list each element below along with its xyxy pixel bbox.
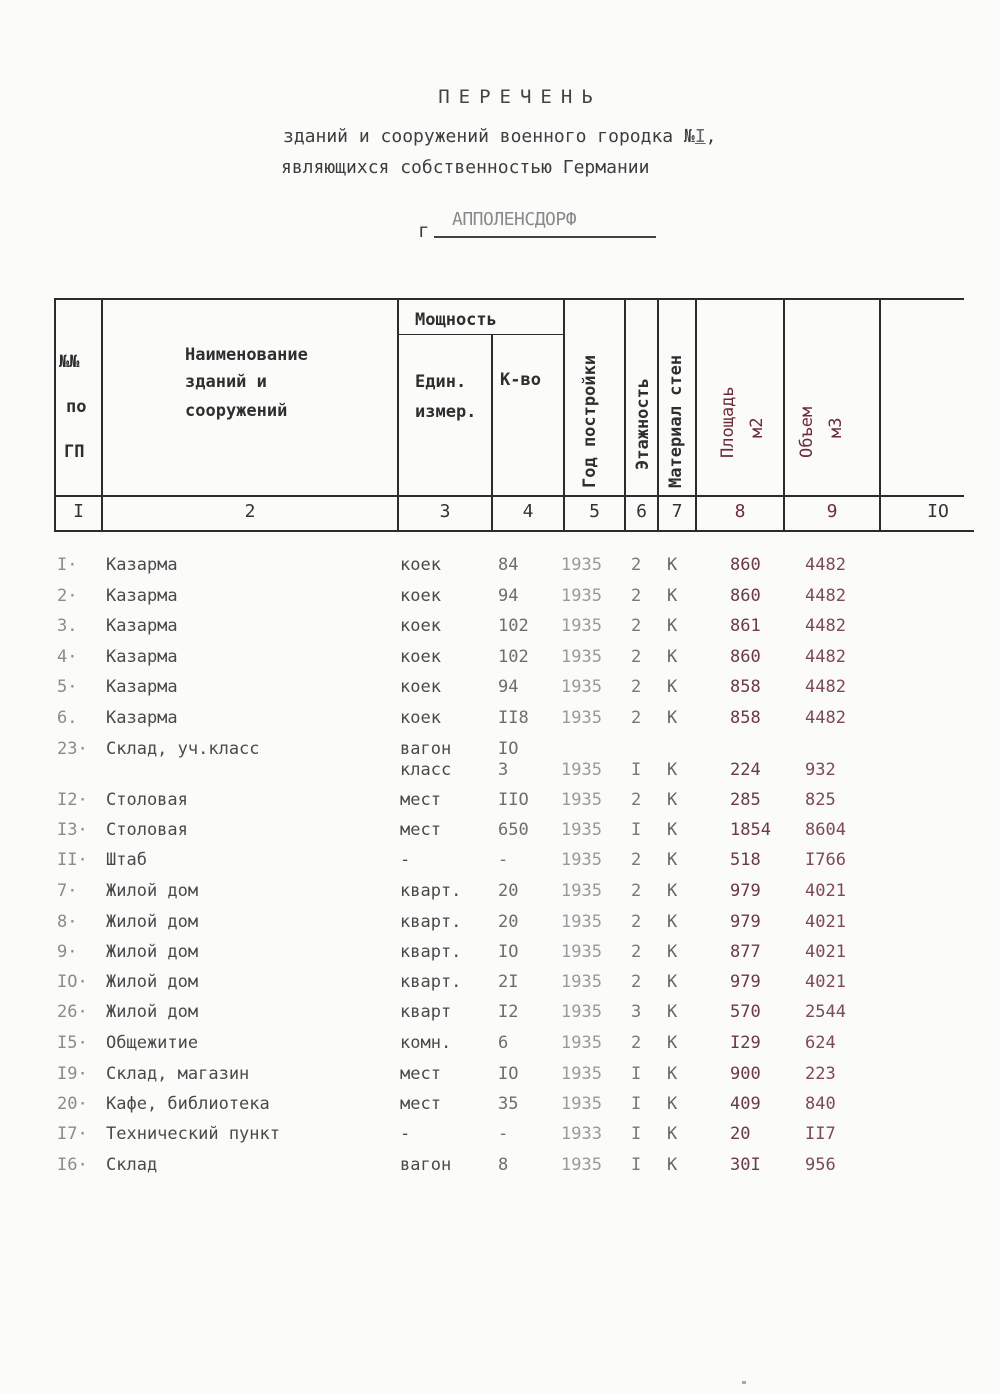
- table-colnum-bottom-border: [54, 530, 974, 532]
- cell-volume: 4021: [805, 942, 846, 962]
- cell-area: 858: [730, 677, 761, 697]
- cell-floors: 2: [631, 647, 642, 667]
- cell-unit: вагон: [400, 1155, 452, 1175]
- cell-volume: 840: [805, 1094, 836, 1114]
- cell-year: 1935: [561, 790, 602, 810]
- vline-1: [101, 298, 103, 530]
- cell-num: I5·: [57, 1033, 88, 1053]
- cell-num: 23·: [57, 739, 88, 759]
- cell-material: К: [667, 1094, 678, 1114]
- cell-volume: 624: [805, 1033, 836, 1053]
- cell-area: 877: [730, 942, 761, 962]
- cell-name: Казарма: [106, 647, 178, 667]
- cell-num: II·: [57, 850, 88, 870]
- cell-year: 1935: [561, 760, 602, 780]
- cell-area: 900: [730, 1064, 761, 1084]
- header-volume-l1: Объем: [797, 406, 817, 458]
- cell-qty: IIO: [498, 790, 529, 810]
- header-num-l1: №№: [59, 352, 80, 372]
- cell-material: К: [667, 1124, 678, 1144]
- cell-floors: 2: [631, 677, 642, 697]
- cell-year: 1935: [561, 820, 602, 840]
- cell-qty: -: [498, 850, 509, 870]
- cell-unit: коек: [400, 586, 441, 606]
- cell-area: 979: [730, 972, 761, 992]
- cell-name: Склад: [106, 1155, 158, 1175]
- cell-material: К: [667, 790, 678, 810]
- subtitle-end: ,: [705, 126, 717, 147]
- cell-material: К: [667, 1155, 678, 1175]
- vline-5: [624, 298, 626, 530]
- cell-num: I9·: [57, 1064, 88, 1084]
- header-unit-l2: измер.: [415, 402, 477, 422]
- colnum-7: 7: [671, 501, 683, 522]
- city-prefix: г: [418, 220, 430, 242]
- cell-qty: 102: [498, 647, 529, 667]
- cell-year: 1935: [561, 1033, 602, 1053]
- cell-unit: -: [400, 850, 411, 870]
- cell-floors: 2: [631, 912, 642, 932]
- cell-unit: коек: [400, 708, 441, 728]
- cell-material: К: [667, 850, 678, 870]
- cell-floors: I: [631, 1124, 642, 1144]
- cell-unit: мест: [400, 1064, 441, 1084]
- cell-area: 570: [730, 1002, 761, 1022]
- cell-num: 8·: [57, 912, 78, 932]
- cell-qty: 3: [498, 760, 509, 780]
- cell-material: К: [667, 1064, 678, 1084]
- city-name: АППОЛЕНСДОРФ: [452, 209, 577, 230]
- cell-qty: 2I: [498, 972, 519, 992]
- cell-volume: 4482: [805, 677, 846, 697]
- cell-area: 1854: [730, 820, 771, 840]
- document-title: ПЕРЕЧЕНЬ: [438, 86, 602, 108]
- cell-unit: кварт.: [400, 912, 462, 932]
- cell-num: IO·: [57, 972, 88, 992]
- cell-floors: I: [631, 1094, 642, 1114]
- cell-num: I3·: [57, 820, 88, 840]
- cell-year: 1935: [561, 881, 602, 901]
- cell-name: Казарма: [106, 586, 178, 606]
- cell-floors: 3: [631, 1002, 642, 1022]
- cell-material: К: [667, 1033, 678, 1053]
- cell-area: 30I: [730, 1155, 761, 1175]
- cell-volume: 825: [805, 790, 836, 810]
- colnum-1: I: [73, 501, 84, 522]
- cell-year: 1935: [561, 708, 602, 728]
- cell-unit: коек: [400, 677, 441, 697]
- cell-material: К: [667, 677, 678, 697]
- cell-name: Жилой дом: [106, 912, 199, 932]
- cell-area: 224: [730, 760, 761, 780]
- cell-year: 1935: [561, 850, 602, 870]
- cell-name: Склад, уч.класс: [106, 739, 260, 759]
- header-name-l1: Наименование: [185, 345, 308, 365]
- header-material: Материал стен: [666, 354, 686, 488]
- cell-num: 7·: [57, 881, 78, 901]
- header-volume-l2: м3: [826, 417, 846, 438]
- cell-unit: кварт: [400, 1002, 452, 1022]
- cell-area: 518: [730, 850, 761, 870]
- cell-num: 9·: [57, 942, 78, 962]
- cell-area: 20: [730, 1124, 751, 1144]
- cell-year: 1935: [561, 1155, 602, 1175]
- cell-floors: I: [631, 820, 642, 840]
- cell-name: Склад, магазин: [106, 1064, 250, 1084]
- cell-material: К: [667, 820, 678, 840]
- header-name-l3: сооружений: [185, 401, 288, 421]
- cell-floors: 2: [631, 586, 642, 606]
- subtitle-text: зданий и сооружений военного городка №: [283, 126, 695, 147]
- cell-area: 861: [730, 616, 761, 636]
- vline-9: [879, 298, 881, 530]
- cell-name: Казарма: [106, 677, 178, 697]
- cell-floors: 2: [631, 881, 642, 901]
- cell-name: Кафе, библиотека: [106, 1094, 270, 1114]
- cell-area: 860: [730, 586, 761, 606]
- cell-year: 1935: [561, 647, 602, 667]
- cell-material: К: [667, 912, 678, 932]
- cell-area: 858: [730, 708, 761, 728]
- colnum-8: 8: [734, 501, 746, 522]
- cell-num: 3.: [57, 616, 78, 636]
- cell-volume: 2544: [805, 1002, 846, 1022]
- header-area-l1: Площадь: [718, 386, 738, 458]
- cell-floors: 2: [631, 1033, 642, 1053]
- cell-year: 1935: [561, 616, 602, 636]
- header-area-l2: м2: [747, 417, 767, 438]
- cell-year: 1933: [561, 1124, 602, 1144]
- cell-material: К: [667, 647, 678, 667]
- cell-material: К: [667, 586, 678, 606]
- cell-name: Жилой дом: [106, 881, 199, 901]
- cell-num: I7·: [57, 1124, 88, 1144]
- cell-volume: 4482: [805, 708, 846, 728]
- vline-4: [563, 298, 565, 530]
- cell-num: I2·: [57, 790, 88, 810]
- header-capacity: Мощность: [415, 310, 497, 330]
- cell-volume: 4482: [805, 586, 846, 606]
- cell-name: Столовая: [106, 790, 188, 810]
- cell-volume: 4021: [805, 881, 846, 901]
- cell-floors: 2: [631, 555, 642, 575]
- cell-unit: мест: [400, 790, 441, 810]
- header-num-l2: по: [66, 397, 87, 417]
- vline-6: [657, 298, 659, 530]
- colnum-5: 5: [589, 501, 600, 522]
- cell-num: 20·: [57, 1094, 88, 1114]
- cell-volume: 4482: [805, 647, 846, 667]
- cell-floors: I: [631, 1155, 642, 1175]
- document-subtitle-line2: являющихся собственностью Германии: [281, 157, 650, 178]
- cell-num: 6.: [57, 708, 78, 728]
- cell-unit: коек: [400, 616, 441, 636]
- colnum-4: 4: [522, 501, 534, 522]
- cell-name: Общежитие: [106, 1033, 199, 1053]
- cell-material: К: [667, 708, 678, 728]
- cell-unit: кварт.: [400, 972, 462, 992]
- cell-year: 1935: [561, 586, 602, 606]
- cell-name: Столовая: [106, 820, 188, 840]
- cell-volume: 8604: [805, 820, 846, 840]
- cell-qty: II8: [498, 708, 529, 728]
- cell-name: Казарма: [106, 555, 178, 575]
- cell-qty: 20: [498, 912, 519, 932]
- cell-year: 1935: [561, 555, 602, 575]
- cell-floors: 2: [631, 850, 642, 870]
- cell-area: 860: [730, 647, 761, 667]
- cell-name: Штаб: [106, 850, 147, 870]
- cell-unit: -: [400, 1124, 411, 1144]
- cell-qty: 650: [498, 820, 529, 840]
- cell-qty: 102: [498, 616, 529, 636]
- cell-qty: IO: [498, 739, 519, 759]
- town-number: I: [694, 126, 706, 147]
- cell-qty: IO: [498, 1064, 519, 1084]
- cell-unit: коек: [400, 555, 441, 575]
- cell-unit: класс: [400, 760, 452, 780]
- header-unit-l1: Един.: [415, 372, 467, 392]
- cell-floors: I: [631, 760, 642, 780]
- table-header-bottom-border: [54, 495, 964, 497]
- colnum-3: 3: [439, 501, 451, 522]
- header-qty: К-во: [500, 370, 541, 390]
- cell-volume: II7: [805, 1124, 836, 1144]
- cell-unit: вагон: [400, 739, 452, 759]
- colnum-10: IO: [927, 501, 949, 522]
- colnum-2: 2: [244, 501, 256, 522]
- cell-qty: 94: [498, 677, 519, 697]
- cell-volume: 4482: [805, 616, 846, 636]
- header-num-l3: ГП: [64, 442, 85, 462]
- cell-volume: 223: [805, 1064, 836, 1084]
- cell-unit: комн.: [400, 1033, 452, 1053]
- cell-area: 409: [730, 1094, 761, 1114]
- cell-material: К: [667, 616, 678, 636]
- document-subtitle-line1: [283, 126, 717, 147]
- cell-area: I29: [730, 1033, 761, 1053]
- cell-year: 1935: [561, 942, 602, 962]
- cell-qty: 8: [498, 1155, 509, 1175]
- cell-num: I6·: [57, 1155, 88, 1175]
- cell-qty: -: [498, 1124, 509, 1144]
- cell-qty: 35: [498, 1094, 519, 1114]
- vline-0: [54, 298, 56, 530]
- cell-year: 1935: [561, 1002, 602, 1022]
- cell-num: 4·: [57, 647, 78, 667]
- cell-qty: 84: [498, 555, 519, 575]
- colnum-9: 9: [826, 501, 838, 522]
- colnum-6: 6: [636, 501, 647, 522]
- cell-year: 1935: [561, 677, 602, 697]
- cell-name: Жилой дом: [106, 972, 199, 992]
- cell-material: К: [667, 881, 678, 901]
- cell-unit: кварт.: [400, 942, 462, 962]
- cell-material: К: [667, 972, 678, 992]
- cell-area: 285: [730, 790, 761, 810]
- cell-material: К: [667, 760, 678, 780]
- cell-volume: I766: [805, 850, 846, 870]
- cell-name: Технический пункт: [106, 1124, 280, 1144]
- cell-num: 26·: [57, 1002, 88, 1022]
- cell-volume: 932: [805, 760, 836, 780]
- cell-unit: кварт.: [400, 881, 462, 901]
- cell-qty: 94: [498, 586, 519, 606]
- cell-floors: I: [631, 1064, 642, 1084]
- capacity-divider: [398, 334, 564, 335]
- cell-area: 979: [730, 881, 761, 901]
- cell-volume: 4021: [805, 972, 846, 992]
- cell-qty: I2: [498, 1002, 519, 1022]
- vline-8: [783, 298, 785, 530]
- paper-mark: [742, 1381, 746, 1384]
- header-floors: Этажность: [633, 377, 653, 470]
- cell-unit: мест: [400, 820, 441, 840]
- header-name-l2: зданий и: [185, 372, 267, 392]
- cell-floors: 2: [631, 616, 642, 636]
- cell-material: К: [667, 555, 678, 575]
- vline-7: [695, 298, 697, 530]
- cell-material: К: [667, 1002, 678, 1022]
- cell-qty: IO: [498, 942, 519, 962]
- cell-floors: 2: [631, 972, 642, 992]
- cell-name: Казарма: [106, 616, 178, 636]
- cell-area: 860: [730, 555, 761, 575]
- cell-volume: 4482: [805, 555, 846, 575]
- cell-year: 1935: [561, 1094, 602, 1114]
- cell-floors: 2: [631, 790, 642, 810]
- header-year: Год постройки: [580, 354, 600, 488]
- cell-floors: 2: [631, 942, 642, 962]
- table-top-border: [54, 298, 964, 300]
- cell-num: 5·: [57, 677, 78, 697]
- cell-name: Казарма: [106, 708, 178, 728]
- cell-unit: мест: [400, 1094, 441, 1114]
- cell-qty: 20: [498, 881, 519, 901]
- cell-num: I·: [57, 555, 78, 575]
- cell-floors: 2: [631, 708, 642, 728]
- cell-volume: 956: [805, 1155, 836, 1175]
- cell-year: 1935: [561, 972, 602, 992]
- cell-year: 1935: [561, 1064, 602, 1084]
- cell-material: К: [667, 942, 678, 962]
- cell-unit: коек: [400, 647, 441, 667]
- vline-2: [397, 298, 399, 530]
- cell-area: 979: [730, 912, 761, 932]
- city-underline: [434, 236, 656, 238]
- cell-year: 1935: [561, 912, 602, 932]
- cell-num: 2·: [57, 586, 78, 606]
- cell-name: Жилой дом: [106, 1002, 199, 1022]
- cell-name: Жилой дом: [106, 942, 199, 962]
- cell-qty: 6: [498, 1033, 509, 1053]
- cell-volume: 4021: [805, 912, 846, 932]
